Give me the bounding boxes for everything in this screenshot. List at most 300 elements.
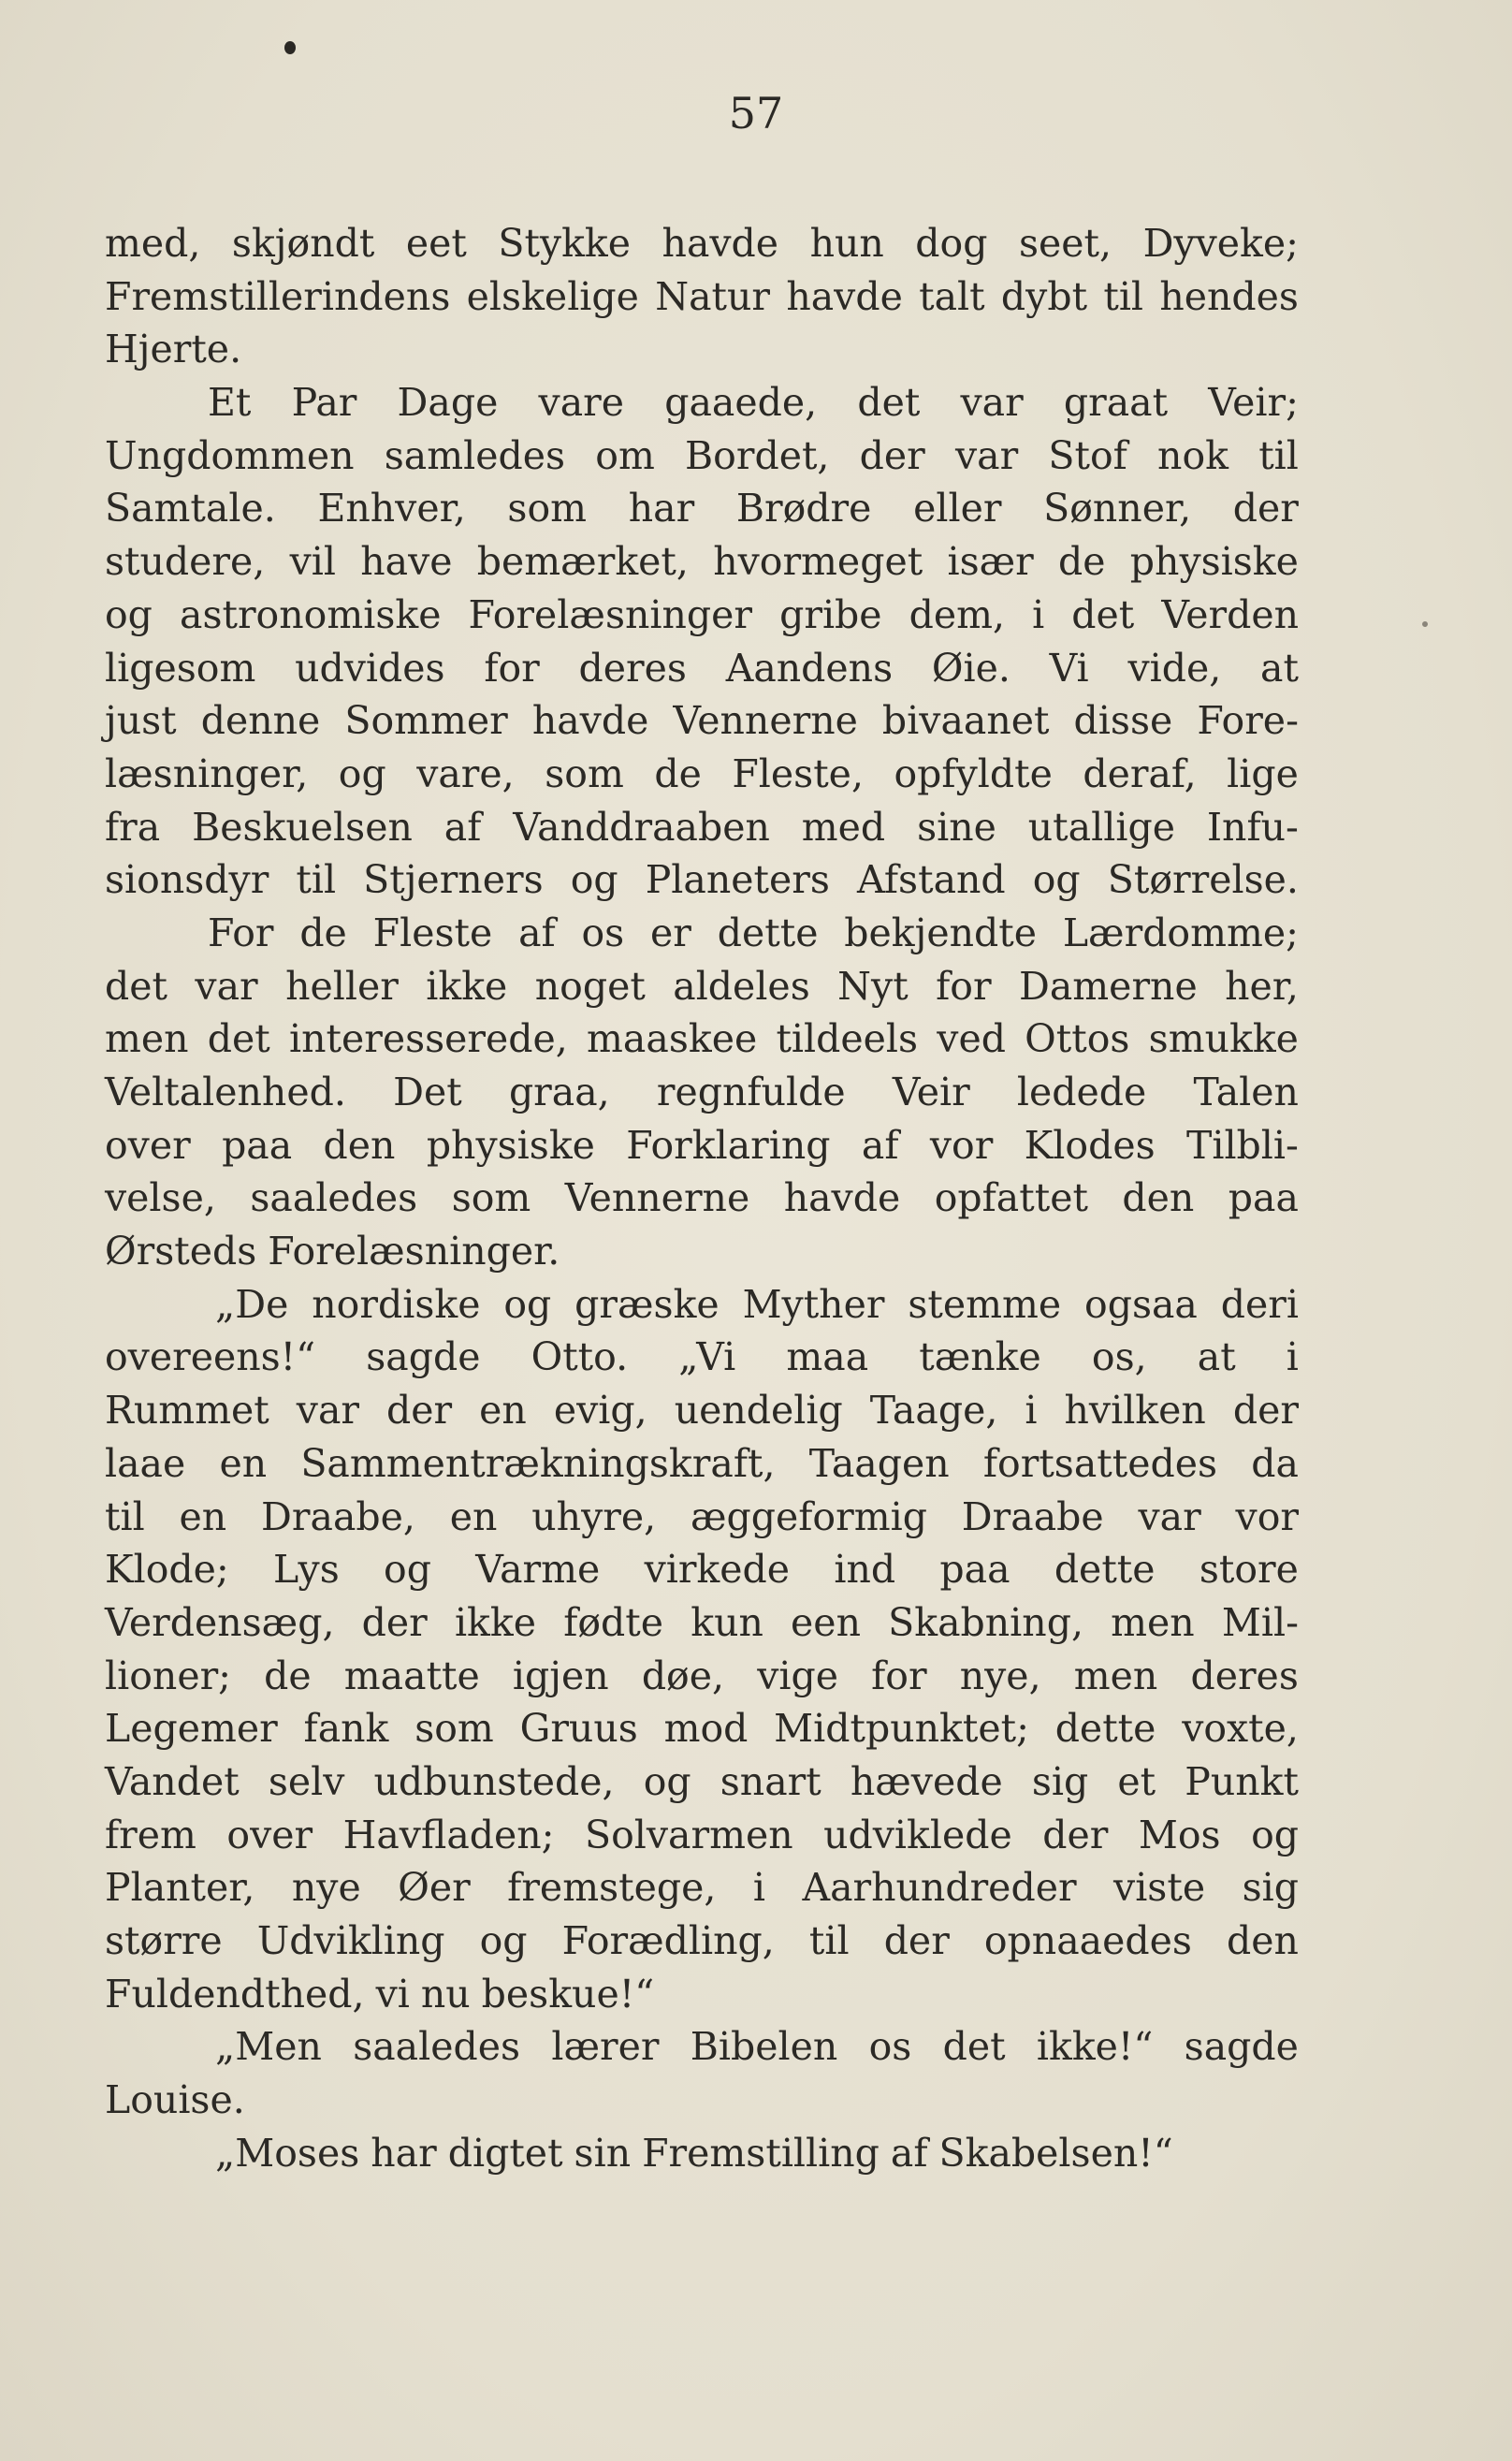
word: paa bbox=[1228, 1175, 1299, 1221]
word: velse, bbox=[105, 1175, 216, 1221]
word: Tilbli- bbox=[1185, 1122, 1299, 1168]
word: dette bbox=[1054, 1706, 1156, 1752]
word: een bbox=[791, 1599, 861, 1645]
word: nok bbox=[1157, 432, 1228, 478]
word: For bbox=[208, 910, 274, 955]
word: Veir bbox=[892, 1070, 970, 1114]
word: Havfladen; bbox=[342, 1812, 555, 1857]
word: Øer bbox=[398, 1865, 471, 1911]
word: vare, bbox=[416, 750, 515, 796]
word: astronomiske bbox=[180, 591, 442, 637]
word: tildeels bbox=[776, 1016, 919, 1062]
word: for bbox=[871, 1653, 927, 1698]
word: store bbox=[1199, 1547, 1299, 1593]
word: Taage, bbox=[869, 1388, 998, 1434]
text-line bbox=[105, 270, 1299, 324]
text-line bbox=[105, 1915, 1299, 1968]
text-line bbox=[105, 853, 1299, 907]
word: Fleste, bbox=[732, 750, 864, 796]
word: det bbox=[942, 2024, 1006, 2070]
word: paa bbox=[222, 1122, 293, 1168]
word: hvormeget bbox=[713, 539, 923, 585]
word: laae bbox=[105, 1440, 186, 1486]
text-line bbox=[105, 2127, 1299, 2180]
word: igjen bbox=[512, 1653, 609, 1698]
word: Rummet bbox=[105, 1388, 269, 1434]
word: større bbox=[105, 1918, 223, 1963]
word: Forelæsninger. bbox=[268, 1229, 560, 1274]
word: Brødre bbox=[735, 486, 872, 532]
word: som bbox=[507, 486, 588, 532]
word: digtet bbox=[447, 2130, 563, 2176]
word: det bbox=[105, 963, 167, 1009]
word: Vi bbox=[1049, 645, 1089, 691]
page-number: 57 bbox=[728, 88, 784, 138]
word: saaledes bbox=[250, 1175, 418, 1221]
word: uhyre, bbox=[531, 1493, 657, 1539]
word: havde bbox=[786, 273, 903, 319]
word: Forædling, bbox=[561, 1918, 775, 1963]
word: Bordet, bbox=[685, 432, 830, 478]
word: skjøndt bbox=[231, 221, 375, 266]
word: ledede bbox=[1016, 1070, 1147, 1114]
word: til bbox=[1258, 432, 1299, 478]
text-line bbox=[105, 1650, 1299, 1703]
word: var bbox=[195, 963, 258, 1009]
word: tænke bbox=[919, 1334, 1041, 1380]
word: en bbox=[479, 1388, 527, 1434]
word: Myther bbox=[742, 1281, 885, 1327]
word: ikke bbox=[426, 963, 508, 1009]
word: sig bbox=[1242, 1865, 1299, 1911]
word: beskue!“ bbox=[481, 1971, 655, 2017]
word: sig bbox=[1031, 1758, 1089, 1804]
word: fremstege, bbox=[507, 1865, 717, 1911]
word: der bbox=[883, 1918, 950, 1963]
word: opfyldte bbox=[894, 750, 1053, 796]
text-line bbox=[105, 694, 1299, 748]
word: er bbox=[650, 910, 691, 955]
word: Taagen bbox=[808, 1440, 950, 1486]
word: havde bbox=[783, 1175, 901, 1221]
word: have bbox=[360, 539, 453, 585]
word: just bbox=[105, 698, 177, 744]
word: Enhver, bbox=[317, 486, 466, 532]
text-line bbox=[105, 482, 1299, 535]
word: gribe bbox=[779, 591, 882, 637]
text-line bbox=[105, 589, 1299, 642]
word: Mos bbox=[1138, 1812, 1221, 1857]
text-line bbox=[105, 1384, 1299, 1437]
word: Planeters bbox=[645, 857, 830, 903]
word: Punkt bbox=[1185, 1758, 1299, 1804]
text-line bbox=[105, 960, 1299, 1013]
word: Sønner, bbox=[1043, 486, 1192, 532]
word: og bbox=[1251, 1812, 1299, 1857]
text-line bbox=[105, 1596, 1299, 1650]
word: „Men bbox=[215, 2024, 322, 2070]
word: Ungdommen bbox=[105, 432, 355, 478]
word: studere, bbox=[105, 539, 266, 585]
word: fra bbox=[105, 804, 161, 850]
word: i bbox=[752, 1865, 765, 1911]
word: nordiske bbox=[312, 1281, 481, 1327]
word: Vennerne bbox=[673, 698, 858, 744]
word: samledes bbox=[384, 432, 566, 478]
word: der bbox=[1232, 486, 1299, 532]
word: udviklede bbox=[823, 1812, 1012, 1857]
word: saaledes bbox=[353, 2024, 521, 2070]
text-line bbox=[105, 430, 1299, 483]
word: til bbox=[1103, 273, 1144, 319]
word: som bbox=[414, 1706, 494, 1752]
text-line bbox=[105, 1809, 1299, 1862]
word: Fore- bbox=[1197, 698, 1299, 744]
word: til bbox=[296, 857, 337, 903]
word: Stof bbox=[1048, 432, 1127, 478]
word: os bbox=[581, 910, 625, 955]
word: Aarhundreder bbox=[802, 1865, 1077, 1911]
word: Gruus bbox=[519, 1706, 638, 1752]
word: havde bbox=[662, 221, 779, 266]
word: det bbox=[207, 1016, 270, 1062]
word: der bbox=[386, 1388, 453, 1434]
word: denne bbox=[200, 698, 321, 744]
word: Natur bbox=[655, 273, 771, 319]
word: eller bbox=[913, 486, 1002, 532]
word: den bbox=[1122, 1175, 1195, 1221]
word: maa bbox=[786, 1334, 869, 1380]
word: stemme bbox=[908, 1281, 1062, 1327]
word: der bbox=[1042, 1812, 1109, 1857]
word: udbunstede, bbox=[373, 1758, 615, 1804]
word: vide, bbox=[1127, 645, 1222, 691]
word: Otto. bbox=[531, 1334, 629, 1380]
word: deres bbox=[1190, 1653, 1299, 1698]
word: af bbox=[518, 910, 556, 955]
word: især bbox=[947, 539, 1034, 585]
word: har bbox=[628, 486, 695, 532]
word: det bbox=[1071, 591, 1135, 637]
word: Damerne bbox=[1018, 963, 1198, 1009]
word: dette bbox=[1054, 1547, 1156, 1593]
word: for bbox=[484, 645, 540, 691]
word: af bbox=[890, 2130, 928, 2176]
text-line bbox=[105, 1331, 1299, 1384]
paper-speck bbox=[1422, 621, 1428, 627]
word: Louise. bbox=[105, 2077, 245, 2123]
word: det bbox=[857, 380, 921, 426]
word: Vanddraaben bbox=[513, 804, 770, 850]
word: physiske bbox=[426, 1122, 595, 1168]
word: den bbox=[323, 1122, 396, 1168]
word: med, bbox=[105, 221, 201, 266]
word: og bbox=[1032, 857, 1081, 903]
word: den bbox=[1227, 1918, 1299, 1963]
word: Det bbox=[393, 1070, 462, 1114]
word: Vandet bbox=[105, 1758, 240, 1804]
word: for bbox=[936, 963, 992, 1009]
word: Veir; bbox=[1208, 380, 1299, 426]
word: der bbox=[361, 1599, 428, 1645]
word: der bbox=[859, 432, 925, 478]
word: og bbox=[105, 591, 153, 637]
text-line bbox=[105, 642, 1299, 695]
word: Fremstillerindens bbox=[105, 273, 451, 319]
word: mod bbox=[663, 1706, 749, 1752]
word: ind bbox=[834, 1547, 896, 1593]
word: voxte, bbox=[1182, 1706, 1299, 1752]
word: maatte bbox=[343, 1653, 480, 1698]
word: Udvikling bbox=[256, 1918, 445, 1963]
word: aldeles bbox=[673, 963, 810, 1009]
text-line bbox=[105, 801, 1299, 854]
word: hendes bbox=[1159, 273, 1299, 319]
word: Øie. bbox=[931, 645, 1010, 691]
word: Sammentrækningskraft, bbox=[300, 1440, 776, 1486]
word: hvilken bbox=[1064, 1388, 1206, 1434]
word: Et bbox=[208, 380, 252, 426]
word: bivaanet bbox=[881, 698, 1050, 744]
word: viste bbox=[1113, 1865, 1206, 1911]
word: Bibelen bbox=[690, 2024, 838, 2070]
word: ikke bbox=[454, 1599, 537, 1645]
word: til bbox=[105, 1493, 145, 1539]
word: Nyt bbox=[837, 963, 909, 1009]
word: et bbox=[1117, 1758, 1156, 1804]
word: Afstand bbox=[856, 857, 1006, 903]
text-line bbox=[105, 217, 1299, 270]
text-line bbox=[105, 1491, 1299, 1544]
word: var bbox=[954, 432, 1019, 478]
word: Sommer bbox=[344, 698, 508, 744]
ink-dot bbox=[284, 41, 296, 54]
text-line bbox=[105, 1437, 1299, 1491]
word: og bbox=[338, 750, 386, 796]
word: Infu- bbox=[1206, 804, 1299, 850]
word: at bbox=[1260, 645, 1299, 691]
word: paa bbox=[939, 1547, 1010, 1593]
word: Klodes bbox=[1024, 1122, 1156, 1168]
word: seet, bbox=[1018, 221, 1112, 266]
word: fortsattedes bbox=[982, 1440, 1218, 1486]
word: uendelig bbox=[674, 1388, 843, 1434]
word: Dyveke; bbox=[1142, 221, 1299, 266]
word: Forklaring bbox=[626, 1122, 831, 1168]
word: vil bbox=[289, 539, 336, 585]
word: Klode; bbox=[105, 1547, 229, 1593]
word: var bbox=[1138, 1493, 1201, 1539]
word: lige bbox=[1227, 750, 1299, 796]
word: regnfulde bbox=[656, 1070, 846, 1114]
word: men bbox=[1073, 1653, 1158, 1698]
word: eet bbox=[405, 221, 467, 266]
word: fødte bbox=[563, 1599, 664, 1645]
word: var bbox=[960, 380, 1024, 426]
text-line bbox=[105, 1861, 1299, 1915]
word: os bbox=[868, 2024, 912, 2070]
word: elskelige bbox=[466, 273, 639, 319]
word: virkede bbox=[644, 1547, 791, 1593]
word: dog bbox=[915, 221, 988, 266]
word: til bbox=[808, 1918, 850, 1963]
word: Talen bbox=[1193, 1070, 1299, 1114]
word: over bbox=[226, 1812, 313, 1857]
word: de bbox=[654, 750, 702, 796]
word: opfattet bbox=[934, 1175, 1088, 1221]
word: Vennerne bbox=[564, 1175, 750, 1221]
word: som bbox=[451, 1175, 531, 1221]
word: vi bbox=[375, 1971, 410, 2017]
word: lærer bbox=[551, 2024, 660, 2070]
word: deraf, bbox=[1083, 750, 1197, 796]
word: gaaede, bbox=[664, 380, 818, 426]
word: heller bbox=[285, 963, 399, 1009]
word: som bbox=[545, 750, 624, 796]
word: bemærket, bbox=[476, 539, 689, 585]
word: Solvarmen bbox=[584, 1812, 793, 1857]
word: Midtpunktet; bbox=[774, 1706, 1029, 1752]
word: vare bbox=[538, 380, 625, 426]
word: døe, bbox=[641, 1653, 725, 1698]
word: smukke bbox=[1148, 1016, 1299, 1062]
word: sine bbox=[917, 804, 996, 850]
word: lioner; bbox=[105, 1653, 231, 1698]
word: i bbox=[1032, 591, 1045, 637]
word: noget bbox=[534, 963, 646, 1009]
word: hun bbox=[809, 221, 884, 266]
word: Ørsteds bbox=[105, 1229, 257, 1274]
word: os, bbox=[1091, 1334, 1147, 1380]
word: Verden bbox=[1161, 591, 1299, 637]
word: over bbox=[105, 1122, 191, 1168]
word: Dage bbox=[397, 380, 499, 426]
word: utallige bbox=[1027, 804, 1175, 850]
word: ligesom bbox=[105, 645, 256, 691]
word: Samtale. bbox=[105, 486, 276, 532]
text-line bbox=[105, 1225, 1299, 1278]
word: æggeformig bbox=[690, 1493, 927, 1539]
word: i bbox=[1286, 1334, 1299, 1380]
word: Fuldendthed, bbox=[105, 1971, 365, 2017]
text-line bbox=[105, 1278, 1299, 1332]
text-line bbox=[105, 2074, 1299, 2127]
word: og bbox=[384, 1547, 431, 1593]
body-text bbox=[105, 217, 1299, 2179]
word: vor bbox=[929, 1122, 994, 1168]
text-line bbox=[105, 907, 1299, 960]
text-line bbox=[105, 1968, 1299, 2021]
word: Veltalenhed. bbox=[105, 1070, 346, 1114]
word: en bbox=[449, 1493, 498, 1539]
word: nye bbox=[291, 1865, 361, 1911]
word: sionsdyr bbox=[105, 857, 269, 903]
word: graat bbox=[1063, 380, 1169, 426]
word: interesserede, bbox=[288, 1016, 568, 1062]
word: var bbox=[296, 1388, 360, 1434]
word: i bbox=[1025, 1388, 1038, 1434]
text-line bbox=[105, 535, 1299, 589]
word: og bbox=[570, 857, 618, 903]
word: opnaaedes bbox=[983, 1918, 1192, 1963]
word: Størrelse. bbox=[1107, 857, 1299, 903]
word: her, bbox=[1225, 963, 1299, 1009]
word: dette bbox=[717, 910, 819, 955]
word: maaskee bbox=[587, 1016, 758, 1062]
word: ved bbox=[937, 1016, 1006, 1062]
word: Verdensæg, bbox=[105, 1599, 335, 1645]
word: Skabning, bbox=[888, 1599, 1083, 1645]
word: ikke!“ bbox=[1036, 2024, 1154, 2070]
word: Draabe, bbox=[261, 1493, 415, 1539]
word: nu bbox=[420, 1971, 471, 2017]
text-line bbox=[105, 1012, 1299, 1066]
text-line bbox=[105, 1702, 1299, 1755]
word: Aandens bbox=[725, 645, 894, 691]
word: Varme bbox=[475, 1547, 601, 1593]
word: Fleste bbox=[372, 910, 493, 955]
word: Planter, bbox=[105, 1865, 255, 1911]
word: Stjerners bbox=[363, 857, 544, 903]
word: sin bbox=[574, 2130, 632, 2176]
text-line bbox=[105, 1066, 1299, 1119]
text-line bbox=[105, 323, 1299, 376]
word: Skabelsen!“ bbox=[938, 2130, 1173, 2176]
text-line bbox=[105, 1172, 1299, 1225]
word: og bbox=[479, 1918, 528, 1963]
word: Mil- bbox=[1221, 1599, 1299, 1645]
word: overeens!“ bbox=[105, 1334, 316, 1380]
word: deri bbox=[1220, 1281, 1299, 1327]
word: en bbox=[219, 1440, 268, 1486]
word: læsninger, bbox=[105, 750, 309, 796]
word: at bbox=[1197, 1334, 1236, 1380]
word: selv bbox=[268, 1758, 345, 1804]
word: talt bbox=[919, 273, 985, 319]
text-line bbox=[105, 1543, 1299, 1596]
text-line bbox=[105, 748, 1299, 801]
word: disse bbox=[1073, 698, 1173, 744]
word: Beskuelsen bbox=[192, 804, 413, 850]
word: dem, bbox=[909, 591, 1006, 637]
word: da bbox=[1251, 1440, 1299, 1486]
word: og bbox=[643, 1758, 691, 1804]
word: Hjerte. bbox=[105, 327, 242, 372]
word: Par bbox=[291, 380, 357, 426]
word: men bbox=[1111, 1599, 1195, 1645]
word: Draabe bbox=[961, 1493, 1104, 1539]
word: vige bbox=[757, 1653, 838, 1698]
word: men bbox=[105, 1016, 189, 1062]
word: frem bbox=[105, 1812, 196, 1857]
word: med bbox=[801, 804, 886, 850]
word: af bbox=[443, 804, 482, 850]
word: Forelæsninger bbox=[468, 591, 753, 637]
word: der bbox=[1232, 1388, 1299, 1434]
word: en bbox=[179, 1493, 227, 1539]
text-line bbox=[105, 1755, 1299, 1809]
word: nye, bbox=[959, 1653, 1041, 1698]
word: graa, bbox=[508, 1070, 610, 1114]
word: sagde bbox=[366, 1334, 481, 1380]
word: har bbox=[371, 2130, 437, 2176]
word: de bbox=[1058, 539, 1106, 585]
word: kun bbox=[691, 1599, 763, 1645]
word: Legemer bbox=[105, 1706, 278, 1752]
word: physiske bbox=[1129, 539, 1299, 585]
word: fank bbox=[303, 1706, 389, 1752]
word: „Vi bbox=[678, 1334, 736, 1380]
